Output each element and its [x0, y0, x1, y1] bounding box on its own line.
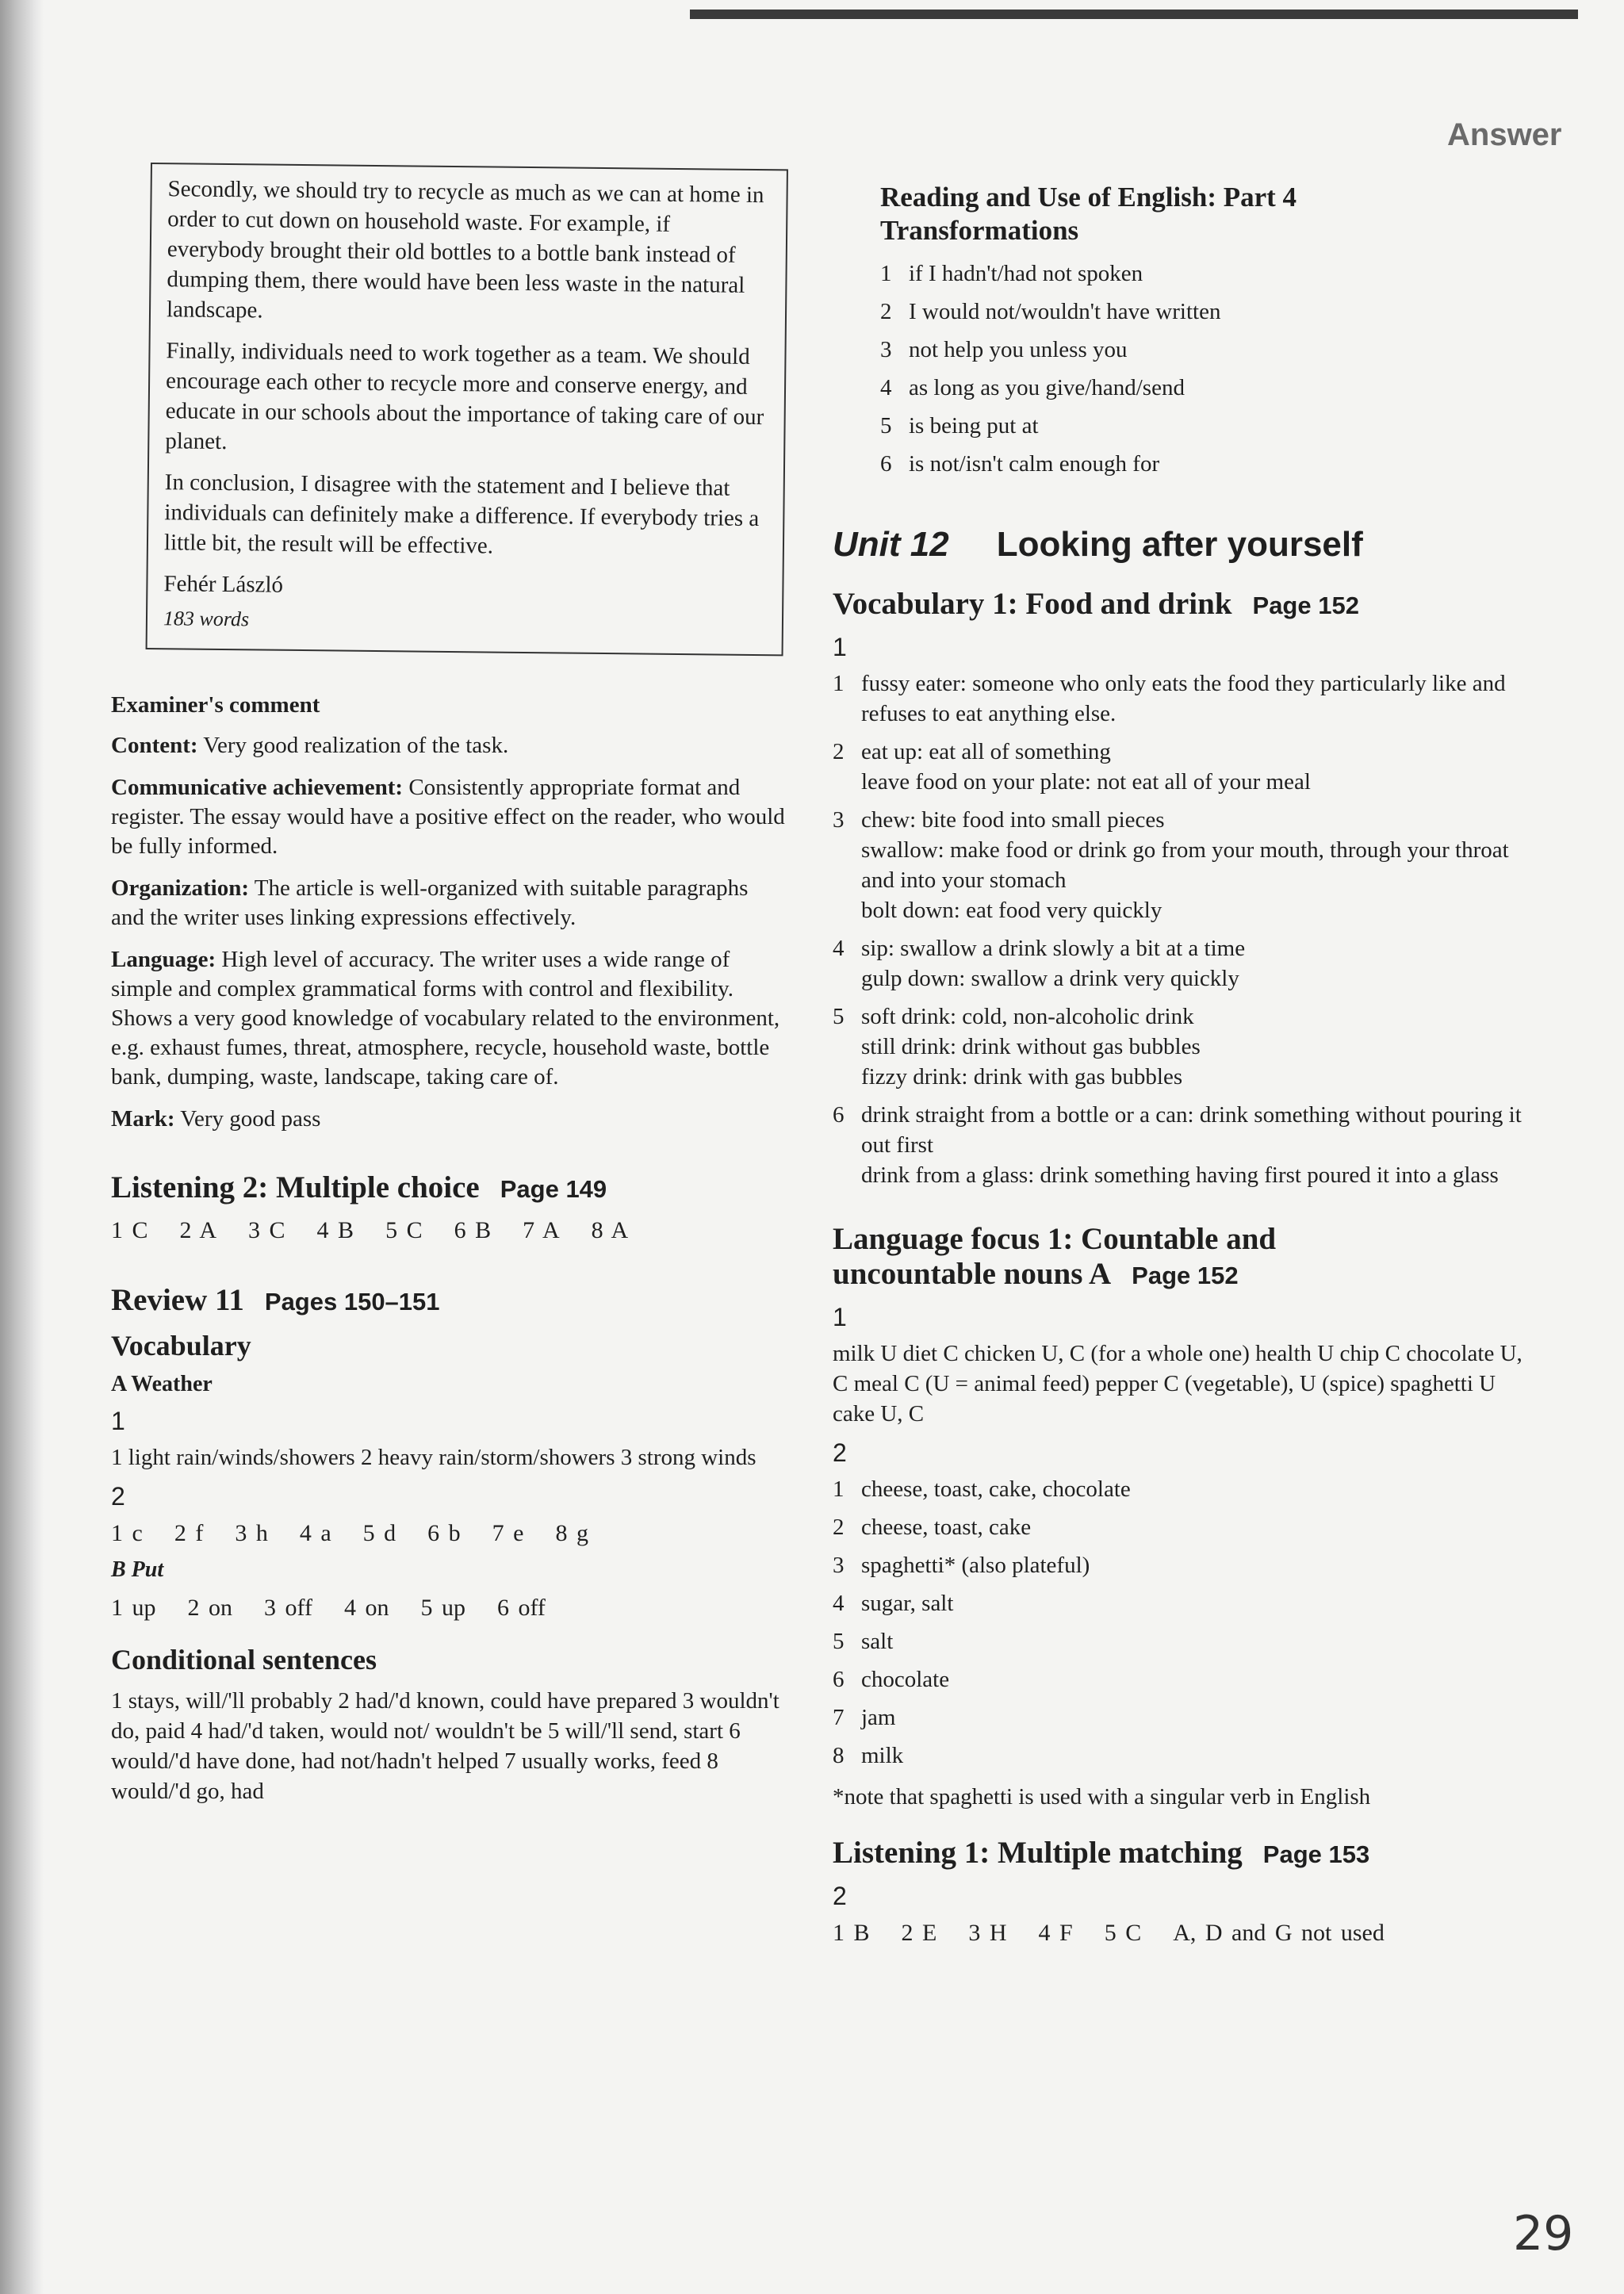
list-item: 5 salt [833, 1629, 894, 1654]
comment-language: Language: High level of accuracy. The writer uses a wide range of simple and complex grammatical forms with control and flexibility. Shows a very good knowledge of vocabulary related to the environment, e.g. exhaust fumes, threat, atmosphere, recycle, household waste, bottle bank, dumping, waste, landscape, taking care of. [111, 947, 780, 1090]
examiner-comment-title: Examiner's comment [111, 692, 320, 718]
comment-organization: Organization: The article is well-organized with suitable paragraphs and the writer uses linking expressions effectively. [111, 875, 749, 930]
list-item: 1 if I hadn't/had not spoken [880, 261, 1143, 286]
listening2-answers: 1 C 2 A 3 C 4 B 5 C 6 B 7 A 8 A [111, 1217, 629, 1243]
definition-item: 1 fussy eater: someone who only eats the food they particularly like and refuses to eat anything else. [833, 671, 1506, 726]
list-item: 2 I would not/wouldn't have written [880, 299, 1221, 324]
exercise-number: 2 [833, 1438, 847, 1467]
weather-heading: A Weather [111, 1372, 213, 1396]
essay-paragraph: Secondly, we should try to recycle as much as we can at home in order to cut down on household waste. For example, if everybody brought their old bottles to a bottle bank instead of dumping them, there would have been less waste in the natural landscape. [166, 176, 764, 324]
essay-word-count: 183 words [163, 607, 250, 631]
conditional-answers: 1 stays, will/'ll probably 2 had/'d known, could have prepared 3 wouldn't do, paid 4 had/'d taken, would not/ wouldn't be 5 will/'ll send, start 6 would/'d have done, had not/hadn't helped 7 usually works, feed 8 would/'d go, had [111, 1688, 779, 1804]
definition-item: 2 eat up: eat all of something leave food on your plate: not eat all of your meal [833, 739, 1311, 795]
put-answers: 1 up 2 on 3 off 4 on 5 up 6 off [111, 1595, 546, 1621]
list-item: 7 jam [833, 1705, 896, 1730]
countable-answers: milk U diet C chicken U, C (for a whole one) health U chip C chocolate U, C meal C (U = animal feed) pepper C (vegetable), U (spice) spaghetti U cake U, C [833, 1341, 1522, 1427]
exercise-number: 1 [833, 633, 847, 661]
left-column [111, 163, 785, 1814]
examiner-comment [111, 691, 785, 1134]
answer-tab: Answer [1447, 117, 1562, 152]
essay-paragraph: Finally, individuals need to work together as a team. We should encourage each other to recycle more and conserve energy, and educate in our schools about the importance of taking care of our planet. [165, 338, 764, 455]
review11-heading: Review 11 Pages 150–151 [111, 1283, 440, 1317]
essay-box [146, 163, 788, 656]
listening1-heading: Listening 1: Multiple matching Page 153 [833, 1836, 1370, 1870]
rue4-heading: Reading and Use of English: Part 4 Transformations [880, 182, 1297, 246]
list-item: 4 as long as you give/hand/send [880, 375, 1185, 400]
list-item: 6 chocolate [833, 1667, 950, 1692]
list-item: 3 spaghetti* (also plateful) [833, 1553, 1090, 1578]
comment-content: Content: Very good realization of the task. [111, 733, 509, 758]
list-item: 6 is not/isn't calm enough for [880, 451, 1160, 477]
langfocus1-heading: Language focus 1: Countable and uncountable nouns A Page 152 [833, 1222, 1277, 1291]
exercise-number: 2 [111, 1482, 125, 1511]
exercise-number: 1 [111, 1407, 125, 1435]
list-item: 2 cheese, toast, cake [833, 1515, 1032, 1540]
comment-communicative: Communicative achievement: Consistently appropriate format and register. The essay would have a positive effect on the reader, who would be fully informed. [111, 775, 785, 859]
list-item: 4 sugar, salt [833, 1591, 954, 1616]
list-item: 5 is being put at [880, 413, 1039, 439]
essay-paragraph: In conclusion, I disagree with the statement and I believe that individuals can definitely make a difference. If everybody tries a little bit, the result will be effective. [163, 469, 760, 559]
definition-item: 5 soft drink: cold, non-alcoholic drink still drink: drink without gas bubbles fizzy drink: drink with gas bubbles [833, 1004, 1201, 1090]
weather-answers: 1 light rain/winds/showers 2 heavy rain/storm/showers 3 strong winds [111, 1445, 756, 1470]
langfocus1-ex2-answers [833, 1474, 1538, 1771]
right-column [833, 181, 1538, 1954]
put-heading: B Put [111, 1557, 164, 1582]
handwritten-page-number: 29 [1513, 2206, 1574, 2261]
vocab1-heading: Vocabulary 1: Food and drink Page 152 [833, 587, 1359, 621]
definition-item: 3 chew: bite food into small pieces swallow: make food or drink go from your mouth, through your throat and into your stomach bolt down: eat food very quickly [833, 807, 1509, 923]
vocabulary-heading: Vocabulary [111, 1330, 251, 1361]
definition-item: 4 sip: swallow a drink slowly a bit at a time gulp down: swallow a drink very quickly [833, 936, 1246, 991]
comment-mark: Mark: Very good pass [111, 1106, 321, 1132]
unit-heading: Unit 12 Looking after yourself [833, 525, 1363, 564]
weather-matching-answers: 1 c 2 f 3 h 4 a 5 d 6 b 7 e 8 g [111, 1520, 588, 1546]
definition-item: 6 drink straight from a bottle or a can: drink something without pouring it out first drink from a glass: drink something having first poured it into a glass [833, 1102, 1522, 1188]
header-rule [690, 10, 1578, 19]
exercise-number: 1 [833, 1303, 847, 1331]
conditional-heading: Conditional sentences [111, 1644, 377, 1676]
list-item: 8 milk [833, 1743, 904, 1768]
list-item: 3 not help you unless you [880, 337, 1128, 362]
essay-author: Fehér László [163, 571, 284, 598]
exercise-number: 2 [833, 1882, 847, 1910]
list-item: 1 cheese, toast, cake, chocolate [833, 1476, 1131, 1502]
rue4-answers [880, 259, 1538, 479]
spaghetti-note: *note that spaghetti is used with a singular verb in English [833, 1784, 1371, 1810]
listening1-answers: 1 B 2 E 3 H 4 F 5 C A, D and G not used [833, 1920, 1385, 1946]
book-binding-shadow [0, 0, 44, 2294]
listening2-heading: Listening 2: Multiple choice Page 149 [111, 1170, 607, 1204]
